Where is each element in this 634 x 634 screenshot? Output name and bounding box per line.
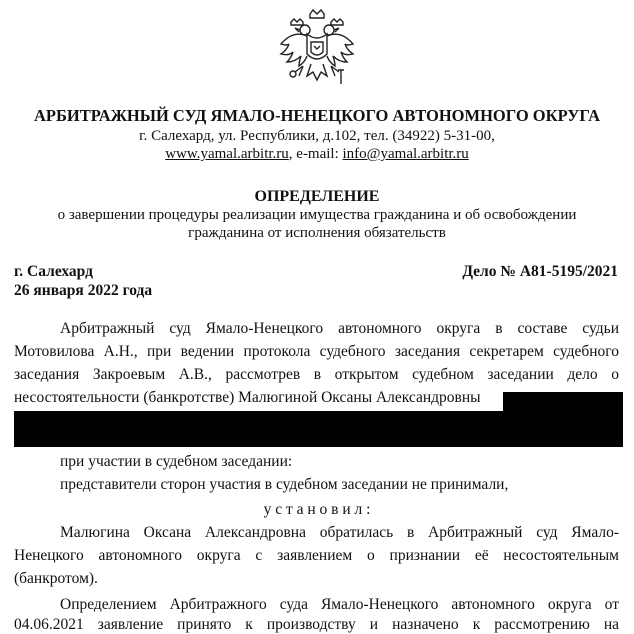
paragraph-2-line-2: Ненецкого автономного округа с заявлением о признании её несостоятельным <box>14 547 619 564</box>
document-subtitle-line2: гражданина от исполнения обязательств <box>188 225 446 241</box>
established-heading: у с т а н о в и л : <box>263 501 371 518</box>
court-contacts <box>0 146 634 163</box>
representatives-text: представители сторон участия в судебном заседании не принимали, <box>60 476 509 493</box>
redaction-block <box>503 392 623 412</box>
court-address: г. Салехард, ул. Республики, д.102, тел. (34922) 5-31-00, <box>139 128 495 144</box>
court-name: АРБИТРАЖНЫЙ СУД ЯМАЛО-НЕНЕЦКОГО АВТОНОМНОГО ОКРУГА <box>33 106 600 125</box>
paragraph-3-line-1: Определением Арбитражного суда Ямало-Ненецкого автономного округа от <box>60 596 619 613</box>
russian-coat-of-arms-icon <box>277 8 357 96</box>
redaction-block <box>14 411 623 447</box>
paragraph-1-line-1: Арбитражный суд Ямало-Ненецкого автономного округа в составе судьи <box>60 320 619 337</box>
paragraph-3-line-2: 04.06.2021 заявление принято к производству и назначено к рассмотрению на <box>14 616 619 633</box>
paragraph-1-line-4: несостоятельности (банкротстве) Малюгиной Оксаны Александровны <box>14 389 481 406</box>
participation-label: при участии в судебном заседании: <box>60 453 293 470</box>
paragraph-1-line-3: заседания Закроевым А.В., рассмотрев в открытом судебном заседании дело о <box>14 366 619 383</box>
email-link[interactable]: info@yamal.arbitr.ru <box>342 146 469 162</box>
case-number: Дело № А81-5195/2021 <box>462 263 618 280</box>
document-subtitle-line1: о завершении процедуры реализации имущества гражданина и об освобождении <box>57 207 577 223</box>
paragraph-2-line-1: Малюгина Оксана Александровна обратилась в Арбитражный суд Ямало- <box>60 524 619 541</box>
document-title: ОПРЕДЕЛЕНИЕ <box>254 188 380 205</box>
website-link[interactable]: www.yamal.arbitr.ru <box>165 146 289 162</box>
paragraph-1-line-2: Мотовилова А.Н., при ведении протокола судебного заседания секретарем судебного <box>14 343 619 360</box>
email-label: , e-mail: <box>288 146 343 162</box>
document-date: 26 января 2022 года <box>14 282 153 299</box>
document-city: г. Салехард <box>14 263 93 280</box>
paragraph-2-line-3: (банкротом). <box>14 570 98 587</box>
